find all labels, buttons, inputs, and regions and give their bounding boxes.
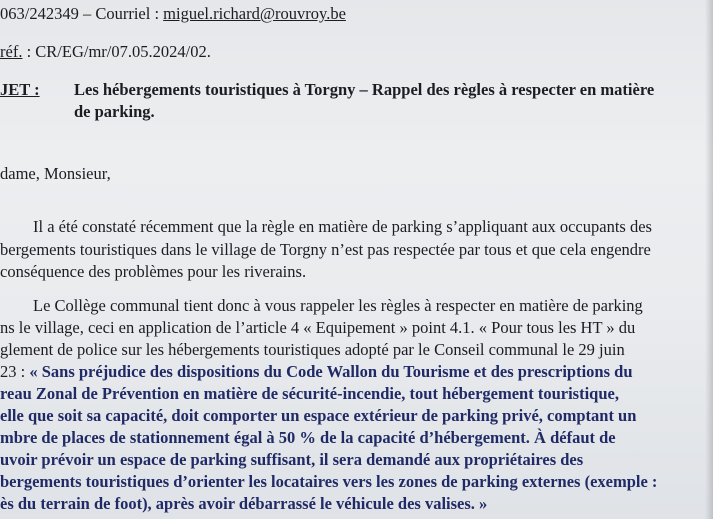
greeting: dame, Monsieur,	[0, 164, 111, 183]
paragraph2-line: glement de police sur les hébergements touristiques adopté par le Conseil communal le 29 juin	[0, 340, 625, 359]
subject-label: JET :	[0, 80, 40, 99]
quote-start: « Sans préjudice des dispositions du Code Wallon du Tourisme et des prescriptions du	[29, 362, 633, 381]
quote-line: ès du terrain de foot), après avoir débarrassé le véhicule des valises. »	[0, 494, 488, 513]
reference-label: réf.	[0, 42, 23, 61]
quote-line: bergements touristiques d’orienter les locataires vers les zones de parking externes (exemple :	[0, 472, 658, 491]
quote-line: uvoir prévoir un espace de parking suffisant, il sera demandé aux propriétaires des	[0, 450, 584, 469]
quote-line: elle que soit sa capacité, doit comporter un espace extérieur de parking privé, comptant un	[0, 406, 637, 425]
subject-line-1: Les hébergements touristiques à Torgny – Rappel des règles à respecter en matière	[74, 80, 655, 99]
phone-text: 063/242349 – Courriel :	[0, 4, 164, 23]
subject-line-2: de parking.	[74, 102, 155, 121]
reference-value: : CR/EG/mr/07.05.2024/02.	[22, 42, 211, 61]
paragraph2-line: ns le village, ceci en application de l’article 4 « Equipement » point 4.1. « Pour tous les HT » du	[0, 318, 636, 337]
paragraph1-line: Il a été constaté récemment que la règle en matière de parking s’appliquant aux occupants des	[33, 217, 652, 236]
paragraph2-mixed-line	[0, 362, 633, 382]
paragraph1-line: bergements touristiques dans le village de Torgny n’est pas respectée par tous et que cela engendre	[0, 240, 651, 259]
quote-line: mbre de places de stationnement égal à 50 % de la capacité d’hébergement. À défaut de	[0, 428, 616, 447]
paragraph1-line: conséquence des problèmes pour les riverains.	[0, 262, 307, 281]
contact-line	[0, 4, 346, 24]
date-suffix: 23 :	[0, 362, 30, 381]
paragraph2-line: Le Collège communal tient donc à vous rappeler les règles à respecter en matière de parking	[33, 296, 643, 315]
email-link[interactable]: miguel.richard@rouvroy.be	[163, 4, 346, 23]
quote-line: reau Zonal de Prévention en matière de sécurité-incendie, tout hébergement touristique,	[0, 384, 619, 403]
page-edge-shadow	[705, 0, 713, 519]
reference-line	[0, 42, 211, 62]
